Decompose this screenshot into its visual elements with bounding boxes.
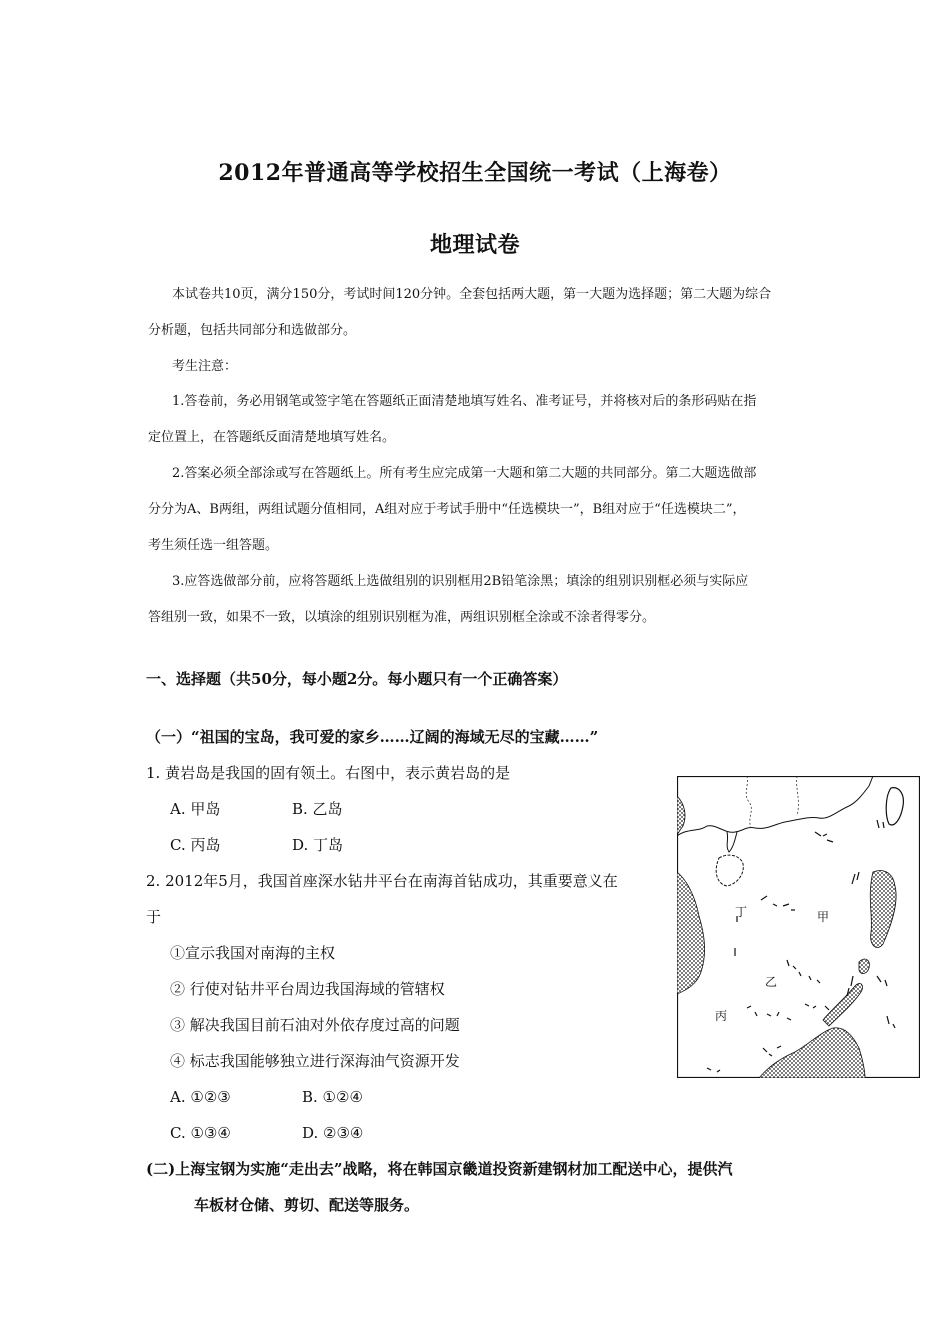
intro-line-2: 分析题，包括共同部分和选做部分。 [148, 323, 357, 338]
label-ding: 丁 [735, 905, 748, 919]
group-2-line-1: (二)上海宝钢为实施“走出去”战略，将在韩国京畿道投资新建钢材加工配送中心，提供汽 [146, 1160, 733, 1178]
notice-heading: 考生注意： [172, 359, 238, 374]
south-china-sea-map [677, 776, 920, 1078]
note-3-line-2: 答组别一致，如果不一致，以填涂的组别识别框为准，两组识别框全涂或不涂者得零分。 [148, 610, 656, 625]
question-2-stem-1: 2. 2012年5月，我国首座深水钻井平台在南海首钻成功，其重要意义在 [146, 872, 618, 890]
question-1-stem: 1. 黄岩岛是我国的固有领土。右图中，表示黄岩岛的是 [146, 764, 511, 782]
question-2-option-c: C. ①③④ [170, 1124, 231, 1142]
question-1-option-b: B. 乙岛 [292, 800, 343, 818]
question-2-statement-1: ①宣示我国对南海的主权 [170, 944, 336, 962]
section-1-heading: 一、选择题（共50分，每小题2分。每小题只有一个正确答案） [146, 670, 568, 688]
note-2-line-3: 考生须任选一组答题。 [148, 538, 279, 553]
document-subtitle: 地理试卷 [429, 232, 520, 258]
question-2-option-a: A. ①②③ [170, 1088, 231, 1106]
question-2-option-d: D. ②③④ [302, 1124, 364, 1142]
question-2-statement-2: ② 行使对钻井平台周边我国海域的管辖权 [170, 980, 445, 998]
note-3-line-1: 3.应答选做部分前，应将答题纸上选做组别的识别框用2B铅笔涂黑；填涂的组别识别框必须与实际应 [172, 574, 749, 589]
question-1-option-c: C. 丙岛 [170, 836, 221, 854]
group-2-line-2: 车板材仓储、剪切、配送等服务。 [194, 1196, 420, 1214]
question-2-stem-2: 于 [146, 908, 162, 926]
document-title: 2012年普通高等学校招生全国统一考试（上海卷） [218, 160, 732, 186]
question-1-option-a: A. 甲岛 [170, 800, 221, 818]
note-1-line-1: 1.答卷前，务必用钢笔或签字笔在答题纸正面清楚地填写姓名、准考证号，并将核对后的条形码贴在指 [172, 394, 757, 409]
note-2-line-2: 分分为A、B两组，两组试题分值相同，A组对应于考试手册中“任选模块一”，B组对应于“任选模块二”， [148, 502, 746, 517]
label-bing: 丙 [715, 1009, 728, 1023]
question-2-option-b: B. ①②④ [302, 1088, 363, 1106]
label-yi: 乙 [765, 975, 778, 989]
note-2-line-1: 2.答案必须全部涂或写在答题纸上。所有考生应完成第一大题和第二大题的共同部分。第二大题选做部 [172, 466, 757, 481]
question-2-statement-4: ④ 标志我国能够独立进行深海油气资源开发 [170, 1052, 460, 1070]
group-1-heading: （一）“祖国的宝岛，我可爱的家乡……辽阔的海域无尽的宝藏……” [146, 728, 599, 746]
note-1-line-2: 定位置上，在答题纸反面清楚地填写姓名。 [148, 430, 396, 445]
question-2-statement-3: ③ 解决我国目前石油对外依存度过高的问题 [170, 1016, 460, 1034]
question-1-option-d: D. 丁岛 [292, 836, 344, 854]
intro-line-1: 本试卷共10页，满分150分，考试时间120分钟。全套包括两大题，第一大题为选择题；第二大题为综合 [172, 287, 772, 302]
label-jia: 甲 [817, 910, 830, 924]
